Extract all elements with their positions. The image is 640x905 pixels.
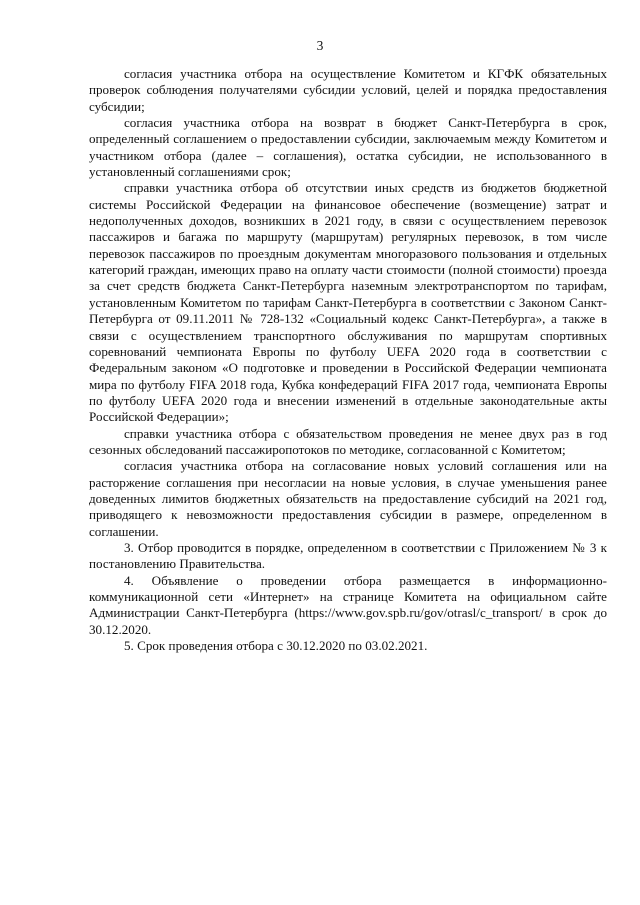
paragraph: справки участника отбора об отсутствии иных средств из бюджетов бюджетной системы Российской Федерации на финансовое обеспечение (возмещение) затрат и недополученных доходов, возникших в 2021 году, в связи с осуществлением перевозок пассажиров и багажа по маршруту (маршрутам) регулярных перевозок, в том числе перевозок пассажиров по проездным документам многоразового пользования и отдельных категорий граждан, имеющих право на оплату части стоимости (полной стоимости) проезда за счет средств бюджета Санкт-Петербурга наземным электротранспортом по тарифам, установленным Комитетом по тарифам Санкт-Петербурга в соответствии с Законом Санкт-Петербурга от 09.11.2011 № 728-132 «Социальный кодекс Санкт-Петербурга», а также в связи с осуществлением транспортного обслуживания по маршрутам спортивных соревнований чемпионата Европы по футболу UEFA 2020 года в соответствии с Федеральным законом «О подготовке и проведении в Российской Федерации чемпионата мира по футболу FIFA 2018 года, Кубка конфедераций FIFA 2017 года, чемпионата Европы по футболу UEFA 2020 года и внесении изменений в отдельные законодательные акты Российской Федерации»; (89, 180, 607, 425)
paragraph: 5. Срок проведения отбора с 30.12.2020 по 03.02.2021. (124, 638, 428, 654)
paragraph: согласия участника отбора на согласование новых условий соглашения или на расторжение соглашения при несогласии на новые условия, в случае уменьшения ранее доведенных лимитов бюджетных обязательств на предоставление субсидий на 2021 год, приводящего к невозможности предоставления субсидии в размере, определенном в соглашении. (89, 458, 607, 539)
paragraph: справки участника отбора с обязательством проведения не менее двух раз в год сезонных обследований пассажиропотоков по методике, согласованной с Комитетом; (89, 425, 607, 457)
document-body (89, 66, 607, 654)
page-number: 3 (316, 38, 324, 53)
paragraph: 3. Отбор проводится в порядке, определенном в соответствии с Приложением № 3 к постановлению Правительства. (89, 539, 607, 572)
paragraph: согласия участника отбора на осуществление Комитетом и КГФК обязательных проверок соблюдения получателями субсидии условий, целей и порядка предоставления субсидии; (89, 66, 607, 114)
paragraph: 4. Объявление о проведении отбора размещается в информационно-коммуникационной сети «Интернет» на странице Комитета на официальном сайте Администрации Санкт-Петербурга (https://www.gov.spb.ru/gov/otrasl/c_transport/ в срок до 30.12.2020. (89, 572, 607, 637)
paragraph: согласия участника отбора на возврат в бюджет Санкт-Петербурга в срок, определенный соглашением о предоставлении субсидии, заключаемым между Комитетом и участником отбора (далее – соглашения), остатка субсидии, не использованного в установленный соглашениями срок; (89, 115, 607, 180)
